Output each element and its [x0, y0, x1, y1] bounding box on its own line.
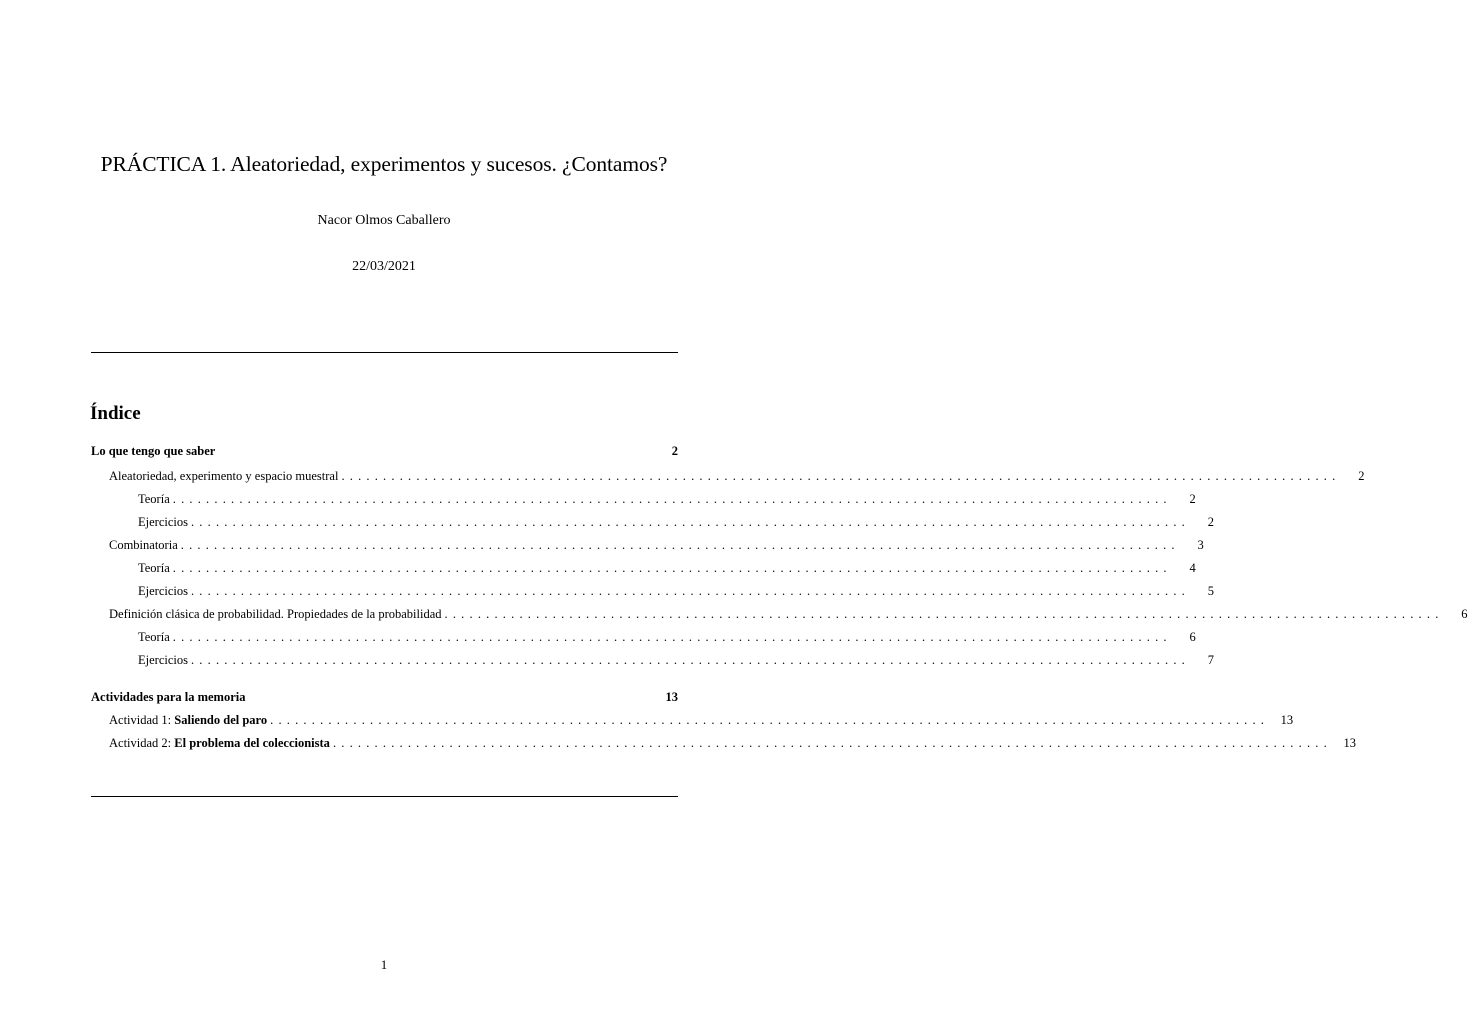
top-rule: [91, 352, 678, 353]
toc-subsection-entry[interactable]: [138, 584, 1214, 602]
toc-subsection-entry[interactable]: [138, 515, 1214, 533]
toc-page-number: 13: [1343, 736, 1356, 750]
toc-entry-label: Definición clásica de probabilidad. Propiedades de la probabilidad: [109, 607, 445, 622]
toc-leader-dots: ........................................................................................................................: [190, 584, 1190, 598]
toc-page-number: 2: [1189, 492, 1196, 506]
toc-leader-dots: ........................................................................................................................: [190, 653, 1190, 667]
page-number: 1: [380, 957, 388, 972]
toc-page-number: 7: [1207, 653, 1214, 667]
toc-section-entry[interactable]: [91, 690, 678, 708]
toc-entry-label: Actividades para la memoria: [91, 690, 249, 705]
document-author: Nacor Olmos Caballero: [317, 213, 451, 228]
toc-page-number: 13: [1280, 713, 1294, 727]
toc-entry-label: Teoría: [138, 492, 173, 507]
toc-entry-label: Aleatoriedad, experimento y espacio muestral: [109, 469, 341, 484]
document-date: 22/03/2021: [352, 259, 416, 274]
toc-entry-label: Combinatoria: [109, 538, 181, 553]
toc-page-number: 4: [1189, 561, 1196, 575]
toc-subsection-entry[interactable]: [138, 561, 1196, 579]
toc-leader-dots: ........................................................................................................................: [332, 736, 1332, 750]
toc-leader-dots: ........................................................................................................................: [190, 515, 1190, 529]
toc-entry-label: Actividad 1: Saliendo del paro: [109, 713, 270, 728]
toc-subsection-entry[interactable]: [109, 736, 1356, 754]
toc-page-number: 2: [1207, 515, 1214, 529]
bottom-rule: [91, 796, 678, 797]
toc-entry-label: Teoría: [138, 630, 173, 645]
toc-page-number: 3: [1197, 538, 1204, 552]
toc-subsection-entry[interactable]: [138, 653, 1214, 671]
toc-page-number: 6: [1461, 607, 1468, 621]
toc-section-entry[interactable]: [91, 444, 678, 462]
toc-subsection-entry[interactable]: [138, 630, 1196, 648]
toc-leader-dots: ........................................................................................................................: [444, 607, 1444, 621]
toc-subsection-entry[interactable]: [109, 538, 1204, 556]
toc-subsection-entry[interactable]: [138, 492, 1196, 510]
toc-subsection-entry[interactable]: [109, 713, 1294, 731]
toc-leader-dots: ........................................................................................................................: [172, 561, 1172, 575]
toc-entry-label: Actividad 2: El problema del coleccionista: [109, 736, 333, 751]
toc-leader-dots: ........................................................................................................................: [172, 492, 1172, 506]
toc-heading: Índice: [90, 403, 141, 424]
toc-page-number: 2: [1358, 469, 1365, 483]
toc-entry-label: Ejercicios: [138, 515, 191, 530]
toc-subsection-entry[interactable]: [109, 607, 1468, 625]
toc-page-number: 13: [665, 690, 678, 704]
toc-page-number: 6: [1189, 630, 1196, 644]
toc-entry-label: Ejercicios: [138, 584, 191, 599]
toc-entry-label: Ejercicios: [138, 653, 191, 668]
toc-leader-dots: ........................................................................................................................: [341, 469, 1341, 483]
toc-subsection-entry[interactable]: [109, 469, 1365, 487]
document-title: PRÁCTICA 1. Aleatoriedad, experimentos y sucesos. ¿Contamos?: [100, 152, 668, 176]
toc-leader-dots: ........................................................................................................................: [172, 630, 1172, 644]
toc-entry-label: Teoría: [138, 561, 173, 576]
toc-leader-dots: ........................................................................................................................: [270, 713, 1270, 727]
toc-page-number: 2: [671, 444, 678, 458]
toc-leader-dots: ........................................................................................................................: [180, 538, 1180, 552]
toc-page-number: 5: [1207, 584, 1214, 598]
toc-entry-label: Lo que tengo que saber: [91, 444, 218, 459]
